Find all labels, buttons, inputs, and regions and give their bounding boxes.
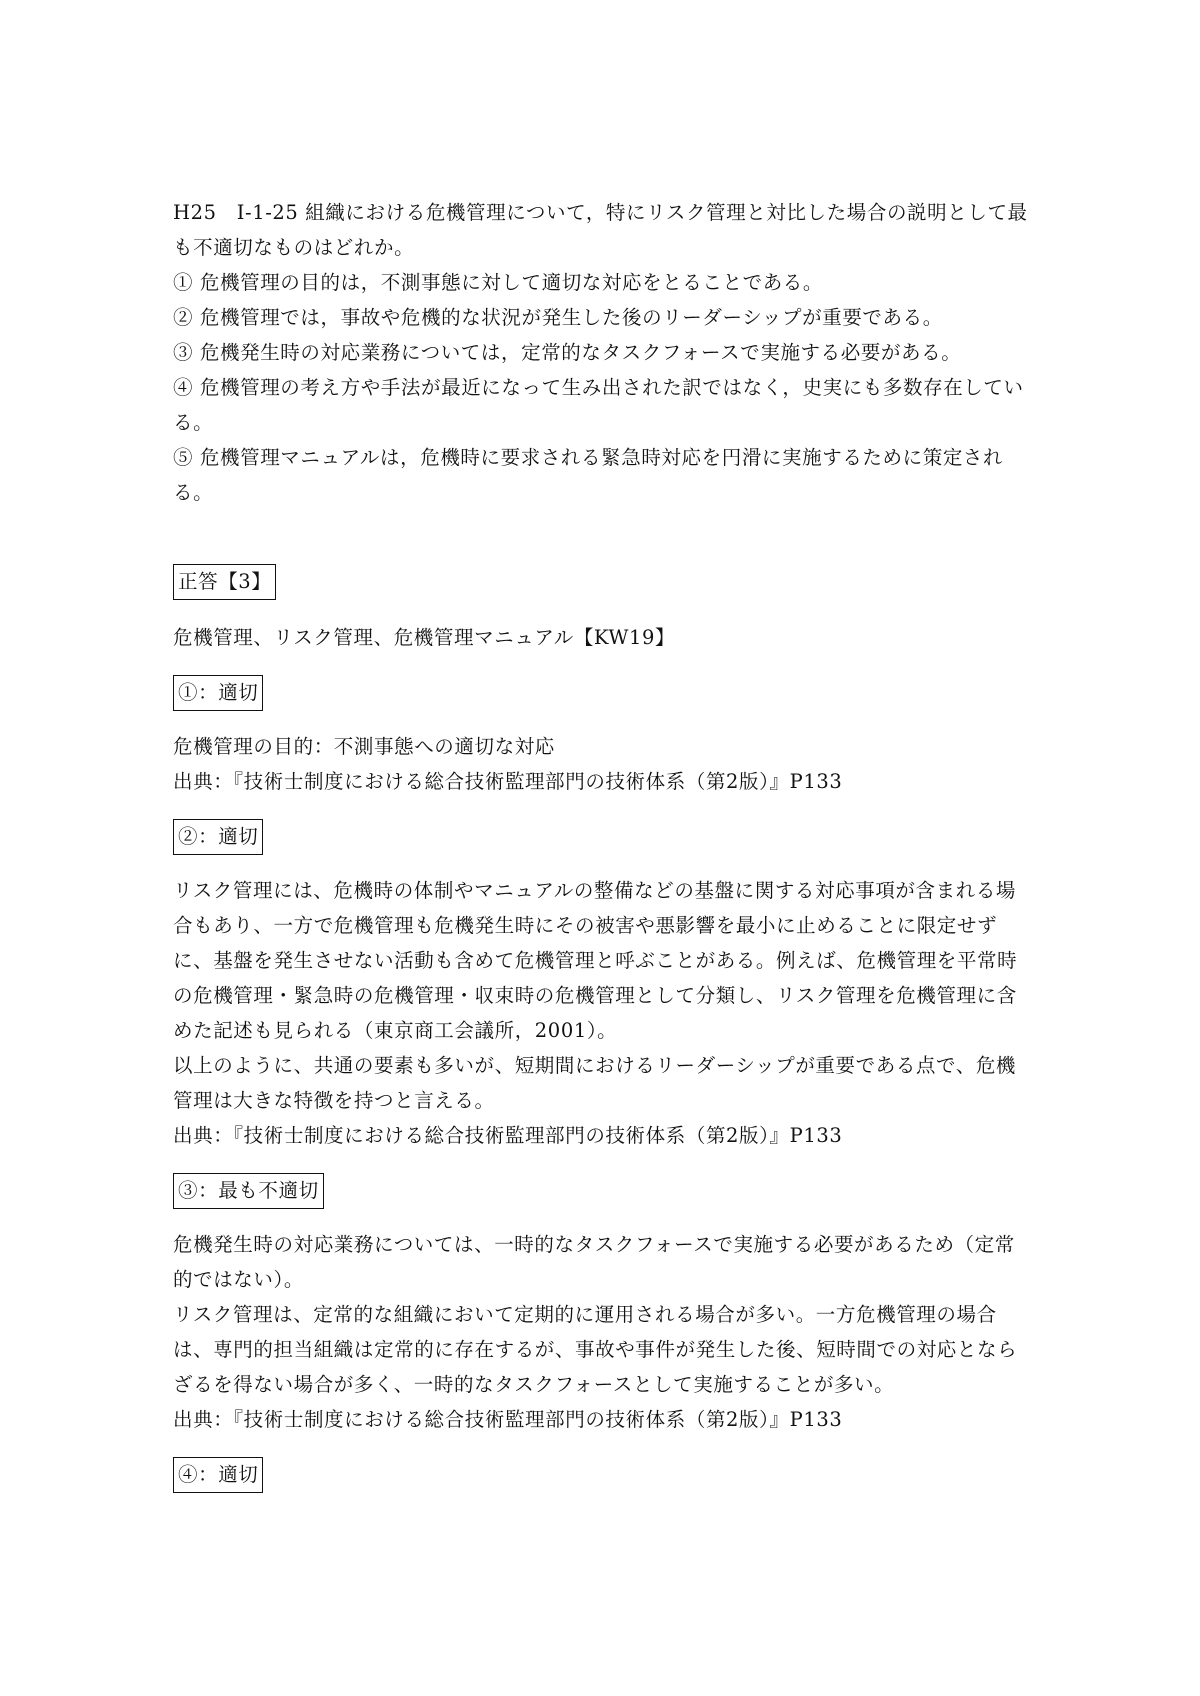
answer-block: [173, 564, 1033, 655]
explanation-2-source: 出典：『技術士制度における総合技術監理部門の技術体系（第2版）』P133: [173, 1124, 843, 1147]
explanation-label-1: ①：適切: [173, 675, 263, 711]
explanation-2-text: リスク管理には、危機時の体制やマニュアルの整備などの基盤に関する対応事項が含まれる場合もあり、一方で危機管理も危機発生時にその被害や悪影響を最小に止めることに限定せずに、基盤を発生させない活動も含めて危機管理と呼ぶことがある。例えば、危機管理を平常時の危機管理・緊急時の危機管理・収束時の危機管理として分類し、リスク管理を危機管理に含めた記述も見られる（東京商工会議所，2001）。: [173, 879, 1018, 1042]
document-body: [173, 195, 1033, 1493]
explanation-2: [173, 819, 1033, 1153]
explanation-3-detail: リスク管理は、定常的な組織において定期的に運用される場合が多い。一方危機管理の場合は、専門的担当組織は定常的に存在するが、事故や事件が発生した後、短時間での対応とならざるを得ない場合が多く、一時的なタスクフォースとして実施することが多い。: [173, 1303, 1018, 1396]
explanation-label-2: ②：適切: [173, 819, 263, 855]
explanation-1-source: 出典：『技術士制度における総合技術監理部門の技術体系（第2版）』P133: [173, 770, 843, 793]
answer-label: 正答【3】: [173, 564, 276, 600]
explanation-label-4: ④：適切: [173, 1457, 263, 1493]
explanation-label-3: ③：最も不適切: [173, 1173, 324, 1209]
question-text: H25 Ⅰ-1-25 組織における危機管理について，特にリスク管理と対比した場合の説明として最も不適切なものはどれか。: [173, 201, 1028, 259]
option-5: ⑤ 危機管理マニュアルは，危機時に要求される緊急時対応を円滑に実施するために策定される。: [173, 446, 1004, 504]
explanation-4: [173, 1457, 1033, 1493]
explanation-3-text: 危機発生時の対応業務については、一時的なタスクフォースで実施する必要があるため（定常的ではない）。: [173, 1233, 1015, 1291]
option-4: ④ 危機管理の考え方や手法が最近になって生み出された訳ではなく，史実にも多数存在している。: [173, 376, 1024, 434]
explanation-3: [173, 1173, 1033, 1437]
option-2: ② 危機管理では，事故や危機的な状況が発生した後のリーダーシップが重要である。: [173, 306, 943, 329]
explanation-3-source: 出典：『技術士制度における総合技術監理部門の技術体系（第2版）』P133: [173, 1408, 843, 1431]
explanation-1-text: 危機管理の目的：不測事態への適切な対応: [173, 735, 555, 758]
option-3: ③ 危機発生時の対応業務については，定常的なタスクフォースで実施する必要がある。: [173, 341, 962, 364]
explanation-2-summary: 以上のように、共通の要素も多いが、短期間におけるリーダーシップが重要である点で、危機管理は大きな特徴を持つと言える。: [173, 1054, 1017, 1112]
option-1: ① 危機管理の目的は，不測事態に対して適切な対応をとることである。: [173, 271, 823, 294]
answer-keywords: 危機管理、リスク管理、危機管理マニュアル【KW19】: [173, 626, 676, 649]
question-block: [173, 195, 1033, 510]
explanation-1: [173, 675, 1033, 799]
